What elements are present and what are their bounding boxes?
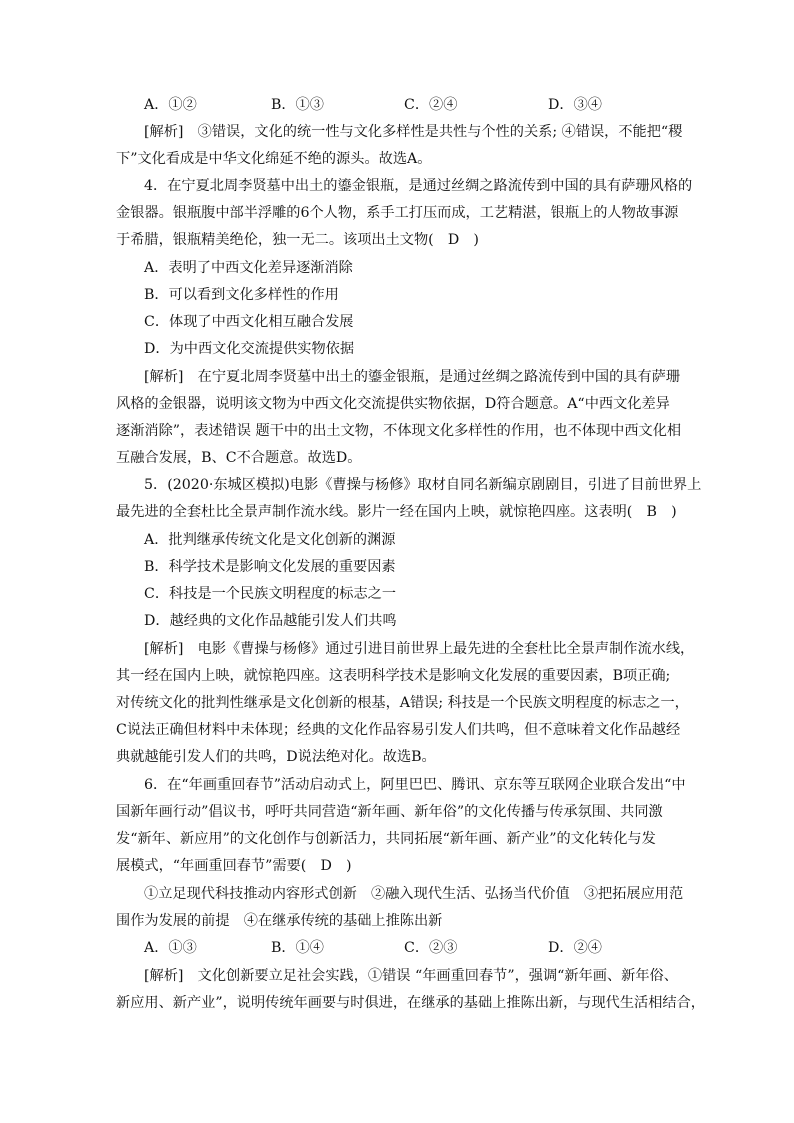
q4-stem-line: 4．在宁夏北周李贤墓中出土的鎏金银瓶，是通过丝绸之路流传到中国的具有萨珊风格的 [144,178,693,194]
q5-option-d: D．越经典的文化作品越能引发人们共鸣 [144,613,397,629]
q5-analysis-line: 其一经在国内上映，就惊艳四座。这表明科学技术是影响文化发展的重要因素，B项正确; [116,668,671,684]
q6-options [144,938,684,958]
q4-option-b: B．可以看到文化多样性的作用 [144,287,339,303]
option-a: A．①② [144,97,197,113]
q3-options [144,95,684,115]
q5-option-b: B．科学技术是影响文化发展的重要因素 [144,559,396,575]
q4-stem-line: 于希腊，银瓶精美绝伦，独一无二。该项出土文物( D ) [116,232,479,248]
q6-analysis-line: [解析] 文化创新要立足社会实践，①错误 “年画重回春节”，强调“新年画、新年俗、 [144,968,678,984]
q5-analysis-line: 典就越能引发人们的共鸣，D说法绝对化。故选B。 [116,749,436,765]
q6-analysis-line: 新应用、新产业”，说明传统年画要与时俱进，在继承的基础上推陈出新，与现代生活相结合， [116,995,705,1011]
option-b: B．①④ [271,940,324,956]
q4-analysis-line: 互融合发展，B、C不合题意。故选D。 [116,450,362,466]
q3-analysis-line: [解析] ③错误，文化的统一性与文化多样性是共性与个性的关系; ④错误，不能把“稷 [144,124,683,140]
q6-stem-line: 国新年画行动”倡议书，呼吁共同营造“新年画、新年俗”的文化传播与传承氛围、共同激 [116,804,663,820]
q4-analysis-line: [解析] 在宁夏北周李贤墓中出土的鎏金银瓶，是通过丝绸之路流传到中国的具有萨珊 [144,369,681,385]
q3-analysis-line: 下”文化看成是中华文化绵延不绝的源头。故选A。 [116,151,432,167]
q5-stem-line: 最先进的全套杜比全景声制作流水线。影片一经在国内上映，就惊艳四座。这表明( B ) [116,504,677,520]
q5-analysis-line: [解析] 电影《曹操与杨修》通过引进目前世界上最先进的全套杜比全景声制作流水线， [144,641,695,657]
q4-analysis-line: 风格的金银器，说明该文物为中西文化交流提供实物依据，D符合题意。A“中西文化差异 [116,396,670,412]
q6-statements-line: ①立足现代科技推动内容形式创新 ②融入现代生活、弘扬当代价值 ③把拓展应用范 [144,886,684,902]
q5-option-c: C．科技是一个民族文明程度的标志之一 [144,586,397,602]
q4-analysis-line: 逐渐消除”，表述错误 题干中的出土文物，不体现文化多样性的作用，也不体现中西文化相 [116,423,682,439]
q6-stem-line: 发“新年、新应用”的文化创作与创新活力，共同拓展“新年画、新产业”的文化转化与发 [116,831,656,847]
q4-stem-line: 金银器。银瓶腹中部半浮雕的6个人物，系手工打压而成，工艺精湛，银瓶上的人物故事源 [116,205,679,221]
q6-stem-line: 展模式，“年画重回春节”需要( D ) [116,858,352,874]
q4-option-a: A．表明了中西文化差异逐渐消除 [144,260,353,276]
q5-analysis-line: 对传统文化的批判性继承是文化创新的根基，A错误; 科技是一个民族文明程度的标志之一， [116,695,689,711]
q6-stem-line: 6．在“年画重回春节”活动启动式上，阿里巴巴、腾讯、京东等互联网企业联合发出“中 [144,777,686,793]
option-d: D．③④ [548,97,602,113]
option-d: D．②④ [548,940,602,956]
option-a: A．①③ [144,940,197,956]
option-c: C．②④ [404,97,458,113]
q5-analysis-line: C说法正确但材料中未体现；经典的文化作品容易引发人们共鸣，但不意味着文化作品越经 [116,722,681,738]
option-c: C．②③ [404,940,458,956]
q4-option-c: C．体现了中西文化相互融合发展 [144,314,354,330]
option-b: B．①③ [271,97,324,113]
q6-statements-line: 围作为发展的前提 ④在继承传统的基础上推陈出新 [116,913,443,929]
q5-stem-line: 5．(2020·东城区模拟)电影《曹操与杨修》取材自同名新编京剧剧目，引进了目前世界上 [144,477,702,493]
q5-option-a: A．批判继承传统文化是文化创新的渊源 [144,532,396,548]
q4-option-d: D．为中西文化交流提供实物依据 [144,341,355,357]
